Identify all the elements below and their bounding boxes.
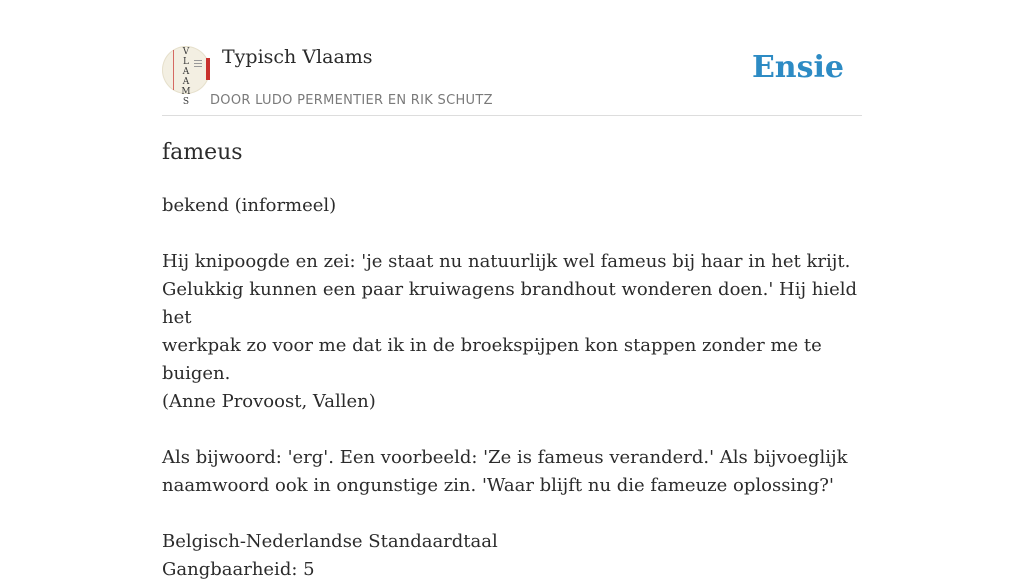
- usage-line: naamwoord ook in ongunstige zin. 'Waar blijft nu die fameuze oplossing?': [162, 475, 834, 496]
- logo-red-stripe: [206, 58, 210, 80]
- quote-line: werkpak zo voor me dat ik in de broekspijpen kon stappen zonder me te buigen.: [162, 335, 822, 384]
- entry-category: Belgisch-Nederlandse Standaardtaal: [162, 531, 498, 552]
- entry-definition: bekend (informeel): [162, 195, 337, 216]
- entry-frequency: Gangbaarheid: 5: [162, 559, 315, 580]
- header: [162, 0, 862, 116]
- blog-logo[interactable]: [162, 46, 210, 107]
- logo-text-lines: [194, 60, 202, 61]
- logo-letters: V L A A M S: [181, 47, 191, 107]
- quote-line: Gelukkig kunnen een paar kruiwagens brandhout wonderen doen.' Hij hield het: [162, 279, 858, 328]
- entry-body: [162, 192, 862, 584]
- page: [162, 0, 862, 580]
- brand-logo[interactable]: Ensie: [751, 50, 844, 85]
- entry-usage: [162, 444, 862, 500]
- blog-authors: DOOR LUDO PERMENTIER EN RIK SCHUTZ: [210, 93, 493, 108]
- blog-title[interactable]: Typisch Vlaams: [222, 46, 373, 68]
- quote-line: Hij knipoogde en zei: 'je staat nu natuurlijk wel fameus bij haar in het krijt.: [162, 251, 851, 272]
- usage-line: Als bijwoord: 'erg'. Een voorbeeld: 'Ze is fameus veranderd.' Als bijvoeglijk: [162, 447, 848, 468]
- quote-source: (Anne Provoost, Vallen): [162, 391, 376, 412]
- entry-term: fameus: [162, 140, 243, 165]
- entry-quote: [162, 248, 862, 416]
- logo-accent-line: [173, 50, 174, 90]
